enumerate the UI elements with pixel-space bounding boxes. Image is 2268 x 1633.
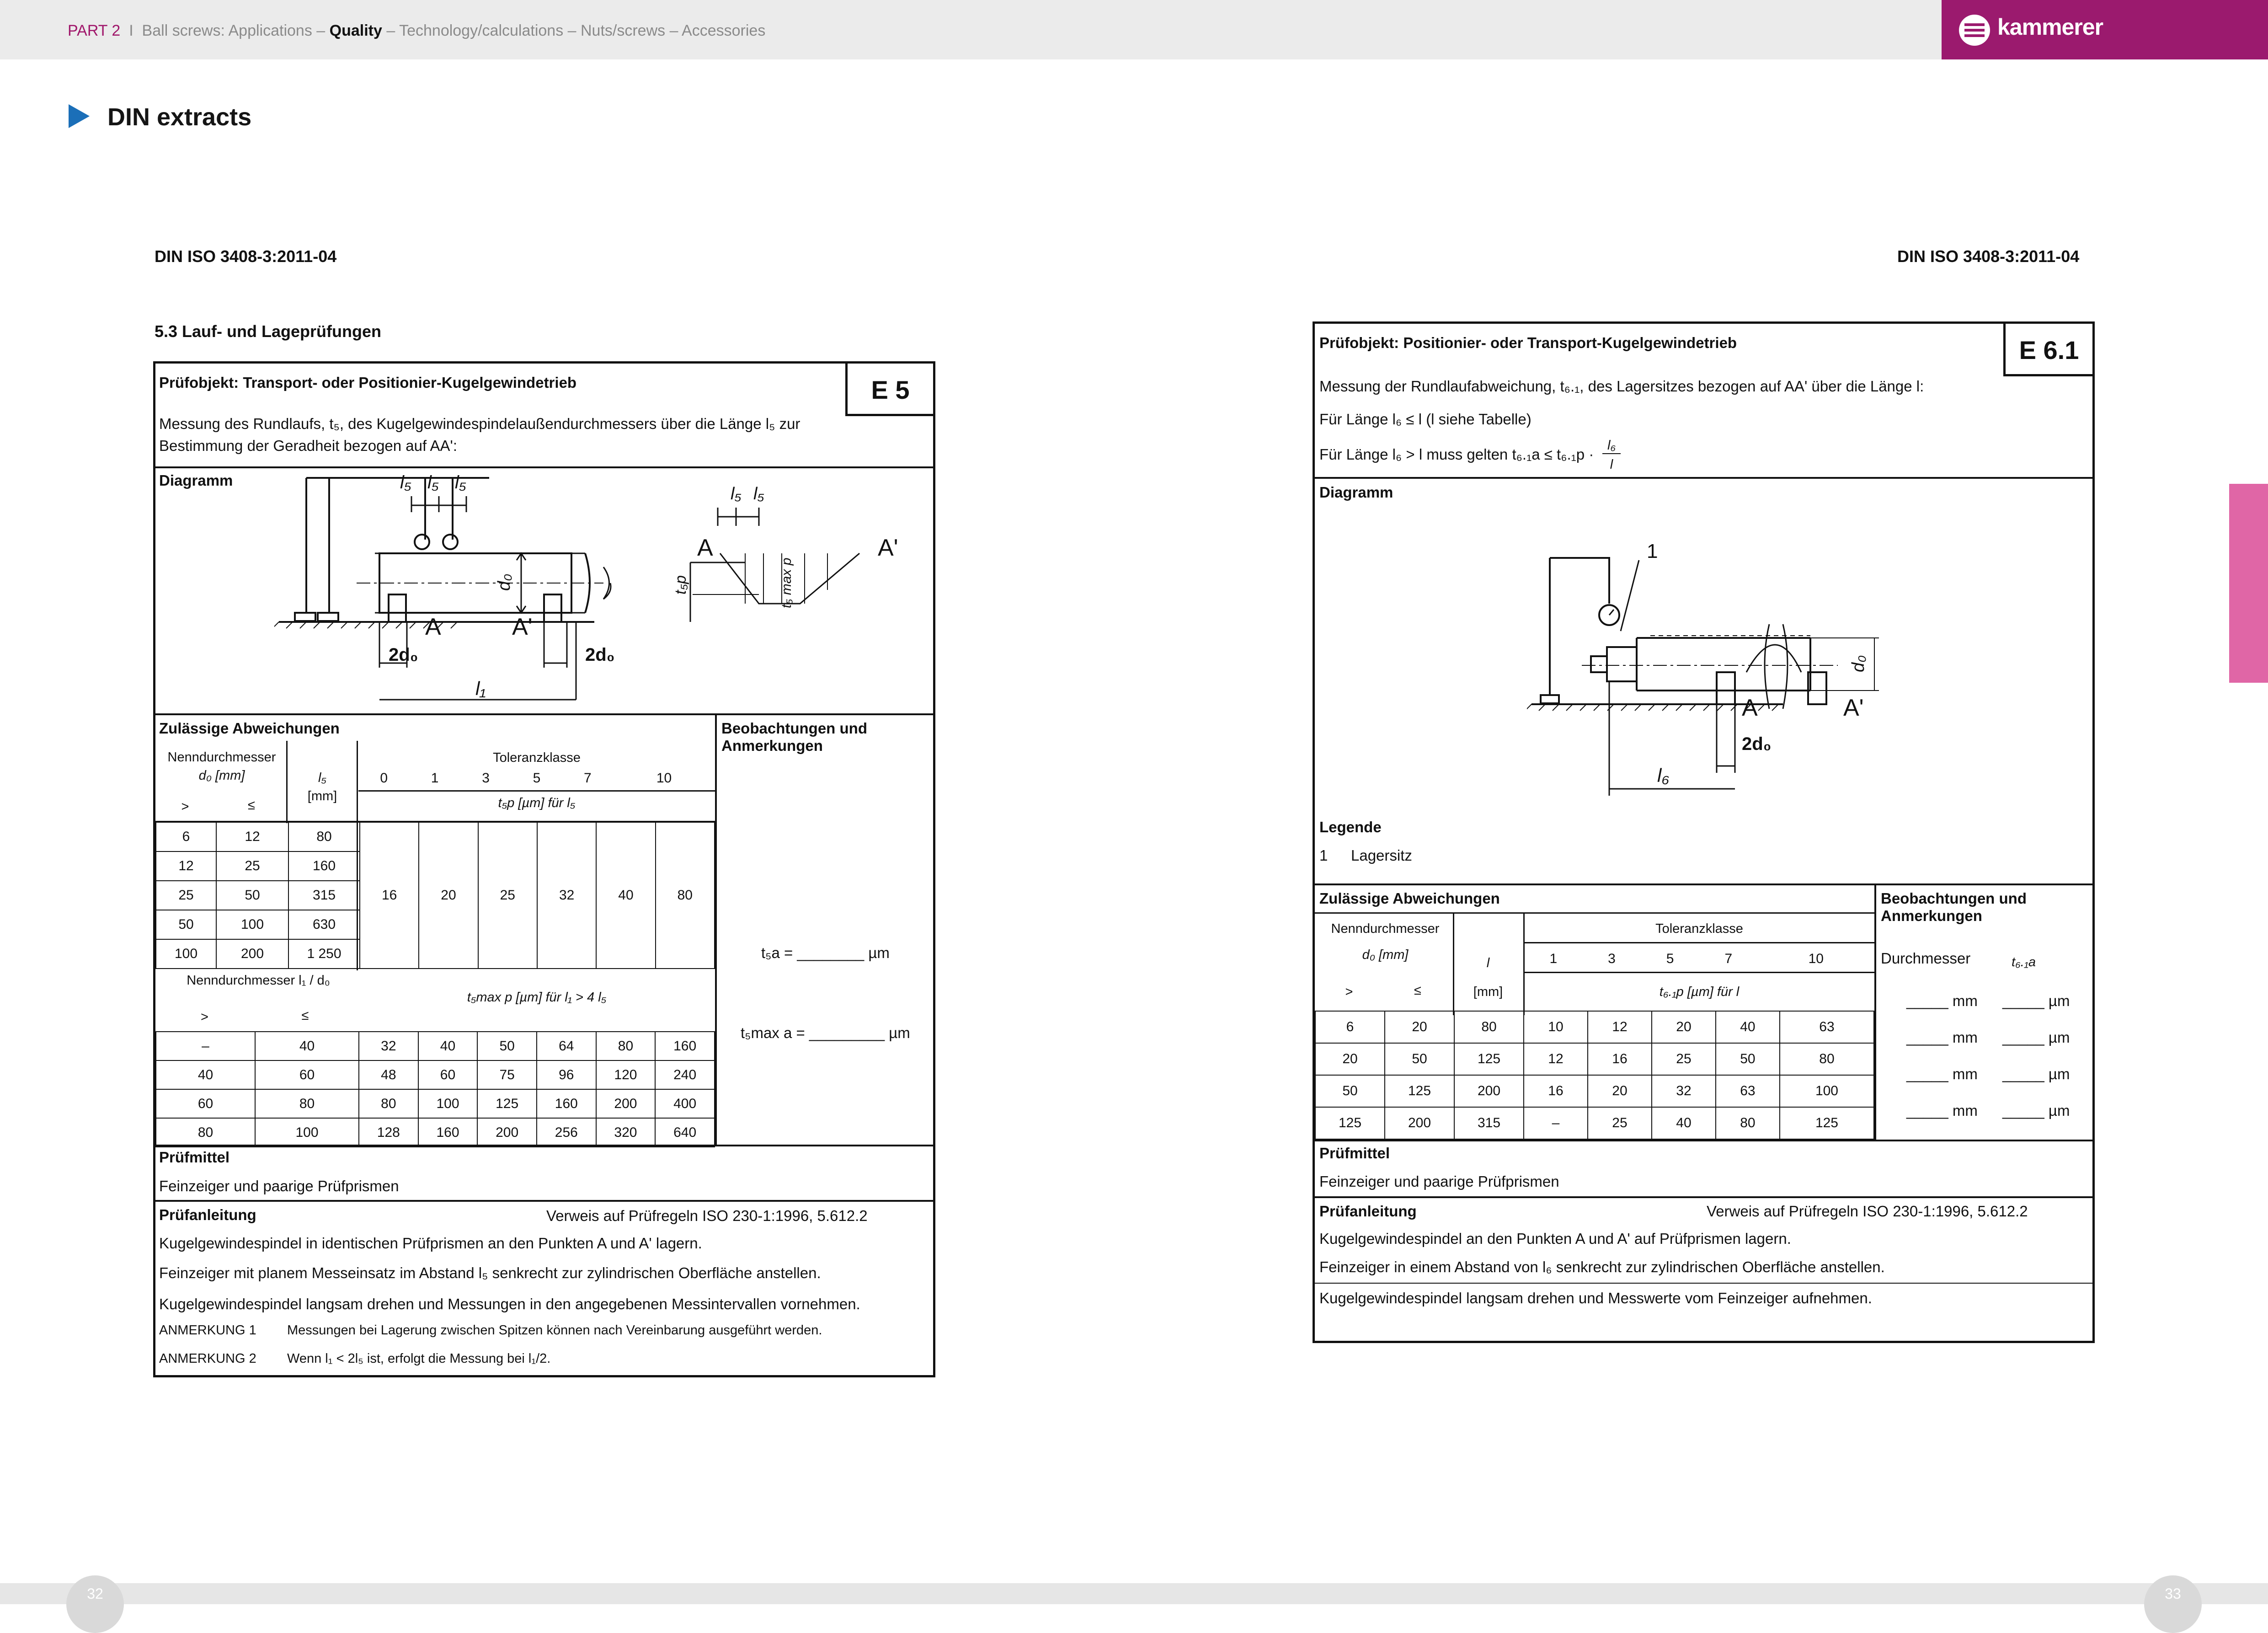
left-note2-label: ANMERKUNG 2 [159, 1351, 256, 1366]
table-cell: 125 [477, 1089, 537, 1118]
right-legend-label: Legende [1319, 819, 1382, 835]
table-cell: 40 [1716, 1011, 1780, 1043]
breadcrumb-rest[interactable]: – Technology/calculations – Nuts/screws – Accessories [386, 22, 766, 39]
table-cell: 160 [418, 1118, 478, 1147]
table-cell: – [1524, 1107, 1588, 1139]
table-cell: 80 [656, 822, 715, 969]
breadcrumb-quality[interactable]: Quality [329, 22, 382, 39]
table-cell: 128 [359, 1118, 418, 1147]
table-cell: 6 [156, 822, 216, 851]
right-frac-num: l₆ [1602, 438, 1621, 454]
left-diag-l5c: l₅ [455, 472, 466, 493]
table-row [1315, 1075, 1874, 1107]
left-diag-A: A [425, 614, 441, 640]
right-measure-line1: Messung der Rundlaufabweichung, t₆.₁, des Lagersitzes bezogen auf AA' über die Länge l: [1319, 378, 1924, 395]
right-col-gt: > [1345, 985, 1353, 999]
breadcrumb [68, 22, 765, 40]
table-cell: 25 [1652, 1043, 1716, 1075]
left-instr-3: Kugelgewindespindel langsam drehen und Messungen in den angegebenen Messintervallen vornehmen. [159, 1296, 860, 1312]
table-cell: 125 [1315, 1107, 1385, 1139]
diameter-field[interactable]: _____ mm [1906, 1029, 1978, 1046]
table-cell: 125 [1780, 1107, 1874, 1139]
table-cell: 60 [255, 1060, 359, 1089]
right-instr-3: Kugelgewindespindel langsam drehen und Messwerte vom Feinzeiger aufnehmen. [1319, 1290, 1872, 1306]
left-tol-class: Toleranzklasse [493, 750, 581, 765]
table-cell: 100 [1780, 1075, 1874, 1107]
breadcrumb-separator: I [129, 22, 133, 39]
table-cell: 16 [360, 822, 419, 969]
right-test-code: E 6.1 [2003, 324, 2092, 376]
left-col-ratio: Nenndurchmesser l₁ / d₀ [187, 973, 330, 988]
kammerer-logo-icon [1955, 11, 1994, 49]
table-cell: 80 [1716, 1107, 1780, 1139]
breadcrumb-part[interactable]: PART 2 [68, 22, 121, 39]
table-cell: 32 [537, 822, 596, 969]
left-tool-label: Prüfmittel [159, 1149, 230, 1166]
table-cell: 50 [1716, 1043, 1780, 1075]
page-header [0, 0, 2268, 59]
table-cell: 96 [537, 1060, 596, 1089]
table-cell: 160 [655, 1032, 715, 1060]
table-cell: 400 [655, 1089, 715, 1118]
table-cell: 20 [1652, 1011, 1716, 1043]
page-number-left: 32 [66, 1575, 124, 1633]
table-row [156, 1089, 715, 1118]
left-instr-ref: Verweis auf Prüfregeln ISO 230-1:1996, 5.612.2 [546, 1207, 868, 1224]
right-col-nenn: Nenndurchmesser [1331, 921, 1440, 936]
left-note1-text: Messungen bei Lagerung zwischen Spitzen können nach Vereinbarung ausgeführt werden. [287, 1323, 822, 1338]
left-observations-label: Beobachtungen und Anmerkungen [721, 720, 867, 754]
right-diag-d0: d₀ [1849, 655, 1868, 672]
left-diagram-label: Diagramm [159, 472, 233, 489]
left-diag-t5p: t₅p [672, 575, 689, 594]
table-cell: 80 [596, 1032, 656, 1060]
left-t5maxp-unit: t₅max p [µm] für l₁ > 4 l₅ [467, 990, 607, 1005]
table-cell: 240 [655, 1060, 715, 1089]
table-cell: 320 [596, 1118, 656, 1147]
right-table [1315, 1011, 1874, 1140]
divider [1874, 883, 1876, 1140]
table-cell: 200 [1454, 1075, 1524, 1107]
divider [1523, 912, 1525, 1015]
table-row [156, 1118, 715, 1147]
table-cell: 63 [1716, 1075, 1780, 1107]
left-diag-A2: A [697, 535, 713, 561]
table-cell: 200 [596, 1089, 656, 1118]
table-cell: 315 [1454, 1107, 1524, 1139]
table-cell: 80 [1454, 1011, 1524, 1043]
table-cell: 48 [359, 1060, 418, 1089]
right-tool-text: Feinzeiger und paarige Prüfprismen [1319, 1173, 1559, 1190]
left-note1-label: ANMERKUNG 1 [159, 1323, 256, 1338]
table-cell: 50 [1315, 1075, 1385, 1107]
divider [1315, 883, 2092, 885]
divider [1315, 912, 1874, 914]
table-cell: 200 [477, 1118, 537, 1147]
tolerance-class-header: 10 [656, 771, 672, 786]
right-diagram-label: Diagramm [1319, 484, 1393, 501]
breadcrumb-applications[interactable]: Ball screws: Applications – [142, 22, 326, 39]
left-section-heading: 5.3 Lauf- und Lageprüfungen [155, 322, 381, 341]
table-cell: 75 [477, 1060, 537, 1089]
left-diag-2d0-b: 2d₀ [585, 645, 615, 665]
right-frac-den: l [1610, 457, 1613, 472]
table-cell: 40 [418, 1032, 478, 1060]
table-cell: 25 [156, 881, 216, 910]
table-cell: 25 [478, 822, 537, 969]
left-table-2 [155, 1031, 715, 1147]
table-row [156, 1032, 715, 1060]
right-diag-Aprime: A' [1843, 695, 1864, 721]
right-col-l: l [1486, 956, 1490, 970]
right-instr-ref: Verweis auf Prüfregeln ISO 230-1:1996, 5.612.2 [1707, 1203, 2028, 1220]
left-diag-l5e: l₅ [753, 484, 764, 503]
table-cell: 60 [156, 1089, 255, 1118]
table-cell: 100 [418, 1089, 478, 1118]
tolerance-class-header: 3 [1608, 951, 1616, 966]
table-cell: 80 [156, 1118, 255, 1147]
table-cell: 200 [1385, 1107, 1454, 1139]
table-row [1315, 1107, 1874, 1139]
left-t5p-unit: t₅p [µm] für l₅ [498, 796, 576, 810]
left-object-title: Prüfobjekt: Transport- oder Positionier-Kugelgewindetrieb [159, 374, 577, 391]
table-cell: 32 [359, 1032, 418, 1060]
left-col-d0: d₀ [mm] [198, 768, 245, 783]
left-tool-text: Feinzeiger und paarige Prüfprismen [159, 1178, 399, 1194]
left-instr-2: Feinzeiger mit planem Messeinsatz im Abstand l₅ senkrecht zur zylindrischen Oberfläche anstellen. [159, 1264, 821, 1281]
table-row [1315, 1011, 1874, 1043]
left-runout-diagram [274, 471, 923, 709]
left-diag-Aprime: A' [512, 614, 533, 640]
table-cell: 256 [537, 1118, 596, 1147]
table-cell: 50 [1385, 1043, 1454, 1075]
left-diag-t5maxp: t₅ max p [779, 557, 794, 608]
right-tool-label: Prüfmittel [1319, 1145, 1390, 1162]
table-row [156, 822, 715, 851]
table-cell: 12 [1588, 1011, 1652, 1043]
tolerance-class-header: 7 [584, 771, 592, 786]
left-col-le: ≤ [248, 798, 255, 813]
right-runout-diagram [1527, 535, 1902, 809]
table-cell: 80 [359, 1089, 418, 1118]
table-cell: 100 [216, 910, 288, 939]
divider [1315, 1283, 2092, 1284]
table-cell: 40 [255, 1032, 359, 1060]
table-cell: – [156, 1032, 255, 1060]
table-cell: 20 [1588, 1075, 1652, 1107]
tolerance-class-header: 7 [1724, 951, 1733, 966]
left-diag-l5d: l₅ [731, 484, 742, 503]
section-arrow-icon [69, 104, 90, 128]
right-measure-line3: Für Länge l₆ > l muss gelten t₆.₁a ≤ t₆.₁p · [1319, 446, 1594, 463]
right-obs-t61a: t₆.₁a [2012, 955, 2036, 969]
divider [1315, 1196, 2092, 1198]
divider [1315, 477, 2092, 479]
runout-field[interactable]: _____ µm [2002, 992, 2070, 1009]
divider [1453, 912, 1454, 1015]
table-cell: 100 [156, 939, 216, 969]
table-cell: 80 [1780, 1043, 1874, 1075]
left-measure-line2: Bestimmung der Geradheit bezogen auf AA': [159, 437, 458, 454]
left-instr-label: Prüfanleitung [159, 1206, 256, 1223]
table-cell: 64 [537, 1032, 596, 1060]
side-tab[interactable] [2229, 484, 2268, 683]
right-class-headers [1524, 951, 1874, 967]
table-cell: 40 [596, 822, 655, 969]
table-cell: 63 [1780, 1011, 1874, 1043]
table-cell: 125 [1454, 1043, 1524, 1075]
left-diag-Aprime2: A' [878, 535, 898, 561]
divider [1524, 972, 1874, 973]
diameter-field[interactable]: _____ mm [1906, 992, 1978, 1009]
right-instr-1: Kugelgewindespindel an den Punkten A und A' auf Prüfprismen lagern. [1319, 1230, 1791, 1247]
right-diag-A: A [1742, 695, 1758, 721]
table-row [1315, 1043, 1874, 1075]
table-cell: 200 [216, 939, 288, 969]
left-instr-1: Kugelgewindespindel in identischen Prüfprismen an den Punkten A und A' lagern. [159, 1235, 702, 1252]
table-cell: 60 [418, 1060, 478, 1089]
right-diag-one: 1 [1647, 540, 1658, 562]
right-instr-2: Feinzeiger in einem Abstand von l₆ senkrecht zur zylindrischen Oberfläche anstellen. [1319, 1258, 1885, 1275]
diameter-field[interactable]: _____ mm [1906, 1065, 1978, 1082]
table-cell: 6 [1315, 1011, 1385, 1043]
tolerance-class-header: 3 [482, 771, 490, 786]
section-title: DIN extracts [107, 103, 252, 131]
runout-field[interactable]: _____ µm [2002, 1029, 2070, 1046]
table-cell: 12 [156, 851, 216, 881]
tolerance-class-header: 10 [1808, 951, 1824, 966]
left-diag-l5a: l₅ [400, 472, 411, 493]
page-footer [0, 1583, 2268, 1604]
table-cell: 20 [419, 822, 478, 969]
table-cell: 32 [1652, 1075, 1716, 1107]
right-deviations-label: Zulässige Abweichungen [1319, 890, 1500, 907]
left-diag-l1: l₁ [475, 678, 486, 699]
table-cell: 50 [216, 881, 288, 910]
table-cell: 50 [477, 1032, 537, 1060]
table-cell: 40 [156, 1060, 255, 1089]
left-col-nenn: Nenndurchmesser [167, 750, 276, 765]
left-col-le2: ≤ [301, 1008, 309, 1023]
right-legend-num: 1 [1319, 847, 1328, 864]
table-row [156, 1060, 715, 1089]
divider [155, 466, 933, 468]
table-cell: 12 [216, 822, 288, 851]
divider [286, 741, 288, 823]
right-tol-class: Toleranzklasse [1655, 921, 1743, 936]
table-cell: 12 [1524, 1043, 1588, 1075]
runout-field[interactable]: _____ µm [2002, 1102, 2070, 1119]
left-obs-t5maxa[interactable]: t₅max a = _________ µm [741, 1024, 910, 1041]
tolerance-class-header: 0 [380, 771, 388, 786]
table-cell: 100 [255, 1118, 359, 1147]
right-col-mm: [mm] [1473, 985, 1503, 999]
table-cell: 315 [288, 881, 360, 910]
right-obs-durchmesser: Durchmesser [1881, 950, 1971, 967]
divider [358, 790, 715, 792]
right-unit: t₆.₁p [µm] für l [1659, 985, 1740, 999]
left-col-gt: > [181, 799, 189, 814]
left-note2-text: Wenn l₁ < 2l₅ ist, erfolgt die Messung bei l₁/2. [287, 1351, 551, 1366]
right-object-title: Prüfobjekt: Positionier- oder Transport-Kugelgewindetrieb [1319, 334, 1737, 351]
tolerance-class-header: 1 [1549, 951, 1558, 966]
diameter-field[interactable]: _____ mm [1906, 1102, 1978, 1119]
left-class-headers [358, 771, 715, 786]
right-diag-2d0: 2d₀ [1742, 734, 1772, 754]
left-standard-number: DIN ISO 3408-3:2011-04 [155, 247, 337, 266]
table-cell: 20 [1385, 1011, 1454, 1043]
table-cell: 50 [156, 910, 216, 939]
tolerance-class-header: 1 [431, 771, 439, 786]
brand-name: kammerer [1997, 14, 2103, 40]
page-number-right: 33 [2144, 1575, 2202, 1633]
table-cell: 120 [596, 1060, 656, 1089]
table-cell: 80 [288, 822, 360, 851]
left-col-mm: [mm] [307, 789, 337, 803]
left-test-code: E 5 [845, 364, 933, 416]
table-cell: 1 250 [288, 939, 360, 969]
table-cell: 20 [1315, 1043, 1385, 1075]
right-col-le: ≤ [1414, 983, 1421, 998]
left-col-gt2: > [201, 1010, 208, 1024]
table-cell: 25 [216, 851, 288, 881]
divider [155, 1200, 933, 1202]
divider [1524, 942, 1874, 943]
tolerance-class-header: 5 [533, 771, 541, 786]
divider [155, 1145, 933, 1146]
left-table-1 [155, 822, 715, 969]
divider [1315, 1140, 2092, 1141]
left-deviations-label: Zulässige Abweichungen [159, 720, 340, 737]
left-diag-2d0-a: 2d₀ [389, 645, 418, 665]
table-cell: 25 [1588, 1107, 1652, 1139]
right-legend-text: Lagersitz [1351, 847, 1412, 864]
runout-field[interactable]: _____ µm [2002, 1065, 2070, 1082]
left-diag-d0: d₀ [495, 573, 514, 591]
table-cell: 80 [255, 1089, 359, 1118]
right-diag-l6: l₆ [1657, 765, 1670, 786]
divider [155, 713, 933, 715]
table-cell: 160 [288, 851, 360, 881]
table-cell: 10 [1524, 1011, 1588, 1043]
table-cell: 630 [288, 910, 360, 939]
right-col-d0: d₀ [mm] [1362, 948, 1409, 962]
left-diag-l5b: l₅ [427, 472, 439, 493]
tolerance-class-header: 5 [1666, 951, 1674, 966]
left-measure-line1: Messung des Rundlaufs, t₅, des Kugelgewindespindelaußendurchmessers über die Länge l₅ zur [159, 415, 800, 432]
table-cell: 125 [1385, 1075, 1454, 1107]
table-cell: 16 [1588, 1043, 1652, 1075]
brand-block[interactable] [1942, 0, 2268, 59]
divider [715, 713, 717, 1146]
right-instr-label: Prüfanleitung [1319, 1203, 1417, 1220]
table-cell: 16 [1524, 1075, 1588, 1107]
left-col-l5: l₅ [318, 771, 327, 785]
table-cell: 640 [655, 1118, 715, 1147]
right-standard-number: DIN ISO 3408-3:2011-04 [1897, 247, 2080, 266]
right-observations-label: Beobachtungen und Anmerkungen [1881, 890, 2027, 924]
right-measure-line2: Für Länge l₆ ≤ l (l siehe Tabelle) [1319, 411, 1532, 428]
table-cell: 40 [1652, 1107, 1716, 1139]
table-cell: 160 [537, 1089, 596, 1118]
left-obs-t5a[interactable]: t₅a = ________ µm [761, 944, 890, 961]
